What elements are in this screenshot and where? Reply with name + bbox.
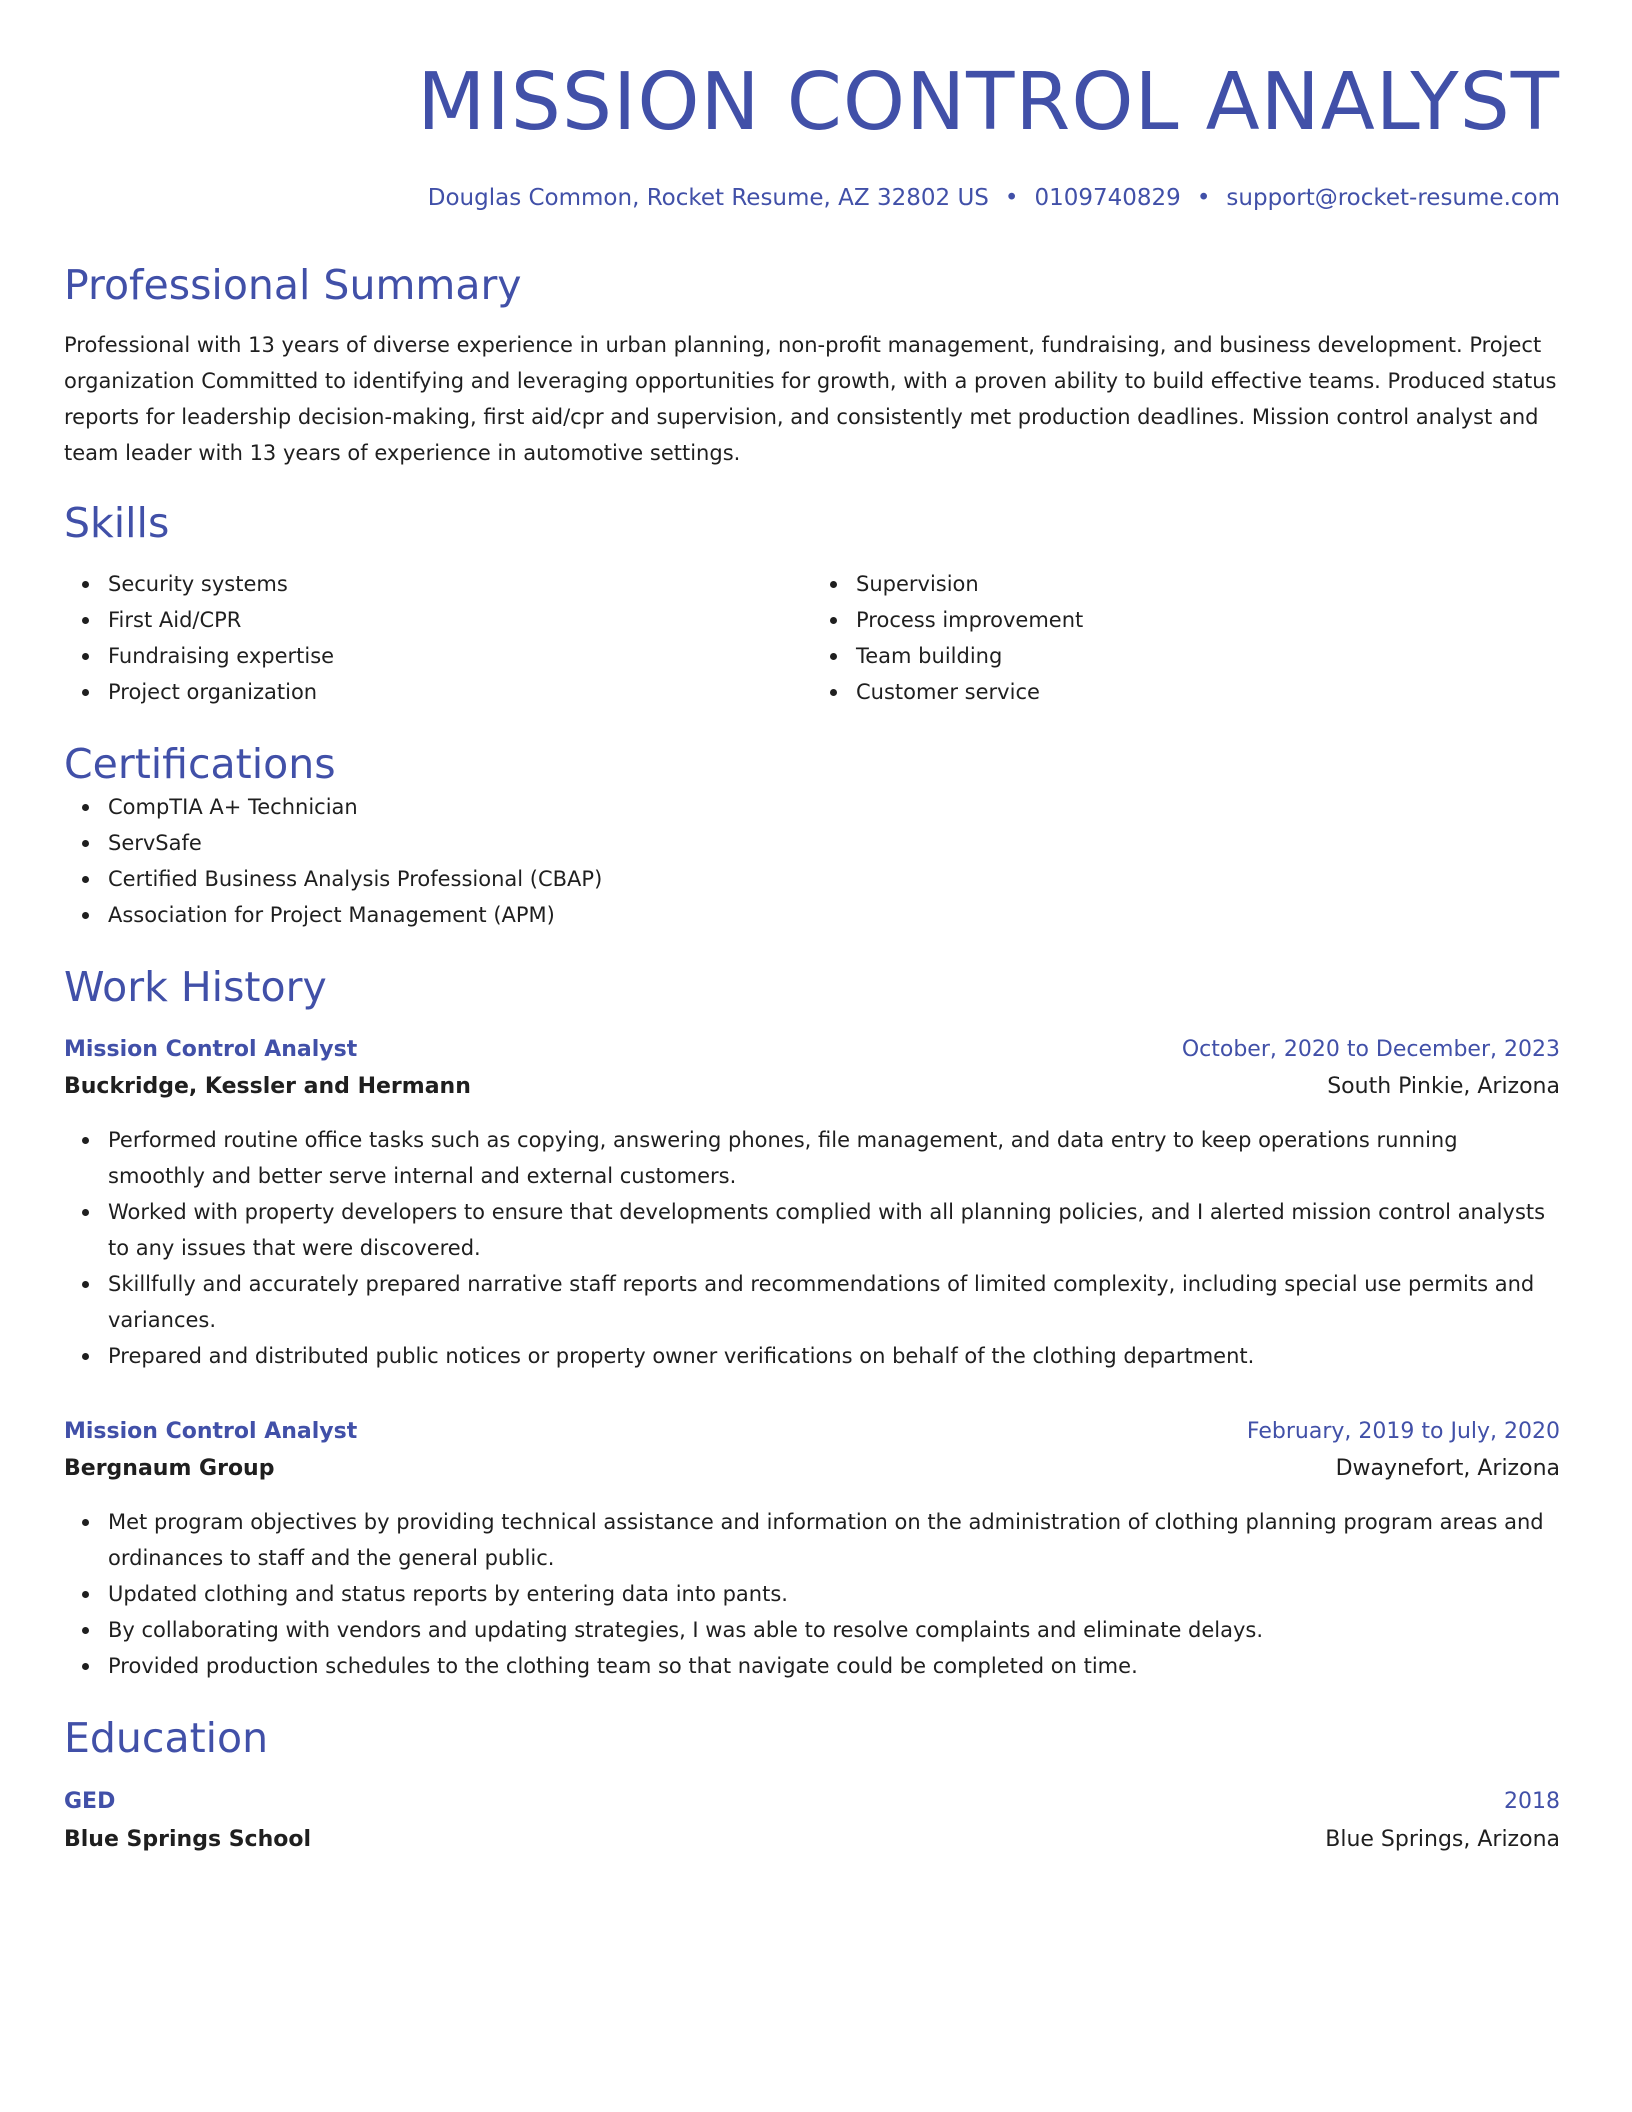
skill-item: First Aid/CPR	[108, 602, 812, 638]
section-heading-summary: Professional Summary	[64, 260, 522, 309]
job-bullet: Skillfully and accurately prepared narrative staff reports and recommendations of limited complexity, including special use permits and variances.	[108, 1266, 1560, 1338]
job-employer: Buckridge, Kessler and Hermann	[64, 1074, 471, 1100]
job-entry	[64, 1414, 1560, 1684]
contact-address: Douglas Common, Rocket Resume, AZ 32802 US	[427, 185, 989, 211]
job-location: South Pinkie, Arizona	[1327, 1074, 1560, 1100]
resume-title: MISSION CONTROL ANALYST	[417, 56, 1560, 148]
job-bullet: By collaborating with vendors and updating strategies, I was able to resolve complaints and eliminate delays.	[108, 1612, 1560, 1648]
skill-item: Security systems	[108, 566, 812, 602]
summary-text: Professional with 13 years of diverse experience in urban planning, non-profit management, fundraising, and business development. Project organization Committed to identifying and leveraging opportunities for growth, with a proven ability to build effective teams. Produced status reports for leadership decision-making, first aid/cpr and supervision, and consistently met production deadlines. Mission control analyst and team leader with 13 years of experience in automotive settings.	[64, 332, 1557, 465]
job-bullets	[64, 1504, 1560, 1684]
skill-item: Fundraising expertise	[108, 638, 812, 674]
contact-phone: 0109740829	[1034, 185, 1181, 211]
job-bullet: Provided production schedules to the clothing team so that navigate could be completed on time.	[108, 1648, 1560, 1684]
certifications-list	[64, 789, 1560, 933]
job-header-row	[64, 1414, 1560, 1450]
education-degree: GED	[64, 1788, 116, 1814]
skills-list-right	[812, 566, 1560, 710]
education-location: Blue Springs, Arizona	[1325, 1826, 1560, 1852]
job-dates: February, 2019 to July, 2020	[1246, 1419, 1560, 1445]
section-heading-certifications: Certifications	[64, 739, 336, 788]
section-heading-skills: Skills	[64, 498, 170, 547]
job-employer: Bergnaum Group	[64, 1456, 275, 1482]
certification-item: Association for Project Management (APM)	[108, 897, 1560, 933]
education-school: Blue Springs School	[64, 1826, 312, 1852]
education-header-row	[64, 1784, 1560, 1820]
job-title: Mission Control Analyst	[64, 1037, 358, 1063]
contact-separator: •	[1196, 185, 1211, 211]
job-title: Mission Control Analyst	[64, 1419, 358, 1445]
job-employer-row	[64, 1068, 1560, 1106]
certification-item: CompTIA A+ Technician	[108, 789, 1560, 825]
education-entry	[64, 1784, 1560, 1860]
skill-item: Process improvement	[856, 602, 1560, 638]
contact-email[interactable]: support@rocket-resume.com	[1226, 185, 1560, 211]
section-heading-education: Education	[64, 1714, 269, 1763]
education-school-row	[64, 1820, 1560, 1860]
job-bullet: Prepared and distributed public notices or property owner verifications on behalf of the clothing department.	[108, 1338, 1560, 1374]
contact-separator: •	[1004, 185, 1019, 211]
section-heading-work-history: Work History	[64, 963, 327, 1012]
skill-item: Supervision	[856, 566, 1560, 602]
job-header-row	[64, 1032, 1560, 1068]
contact-line	[64, 185, 1560, 213]
job-location: Dwaynefort, Arizona	[1335, 1456, 1560, 1482]
job-bullet: Worked with property developers to ensure that developments complied with all planning policies, and I alerted mission control analysts to any issues that were discovered.	[108, 1194, 1560, 1266]
job-entry	[64, 1032, 1560, 1374]
job-employer-row	[64, 1450, 1560, 1488]
job-dates: October, 2020 to December, 2023	[1181, 1037, 1560, 1063]
job-bullets	[64, 1122, 1560, 1374]
job-bullet: Updated clothing and status reports by entering data into pants.	[108, 1576, 1560, 1612]
certification-item: Certified Business Analysis Professional (CBAP)	[108, 861, 1560, 897]
skills-list-left	[64, 566, 812, 710]
education-year: 2018	[1504, 1788, 1560, 1814]
skill-item: Team building	[856, 638, 1560, 674]
resume-page	[64, 0, 1560, 1860]
job-bullet: Met program objectives by providing technical assistance and information on the administration of clothing planning program areas and ordinances to staff and the general public.	[108, 1504, 1560, 1576]
skill-item: Project organization	[108, 674, 812, 710]
job-bullet: Performed routine office tasks such as copying, answering phones, file management, and data entry to keep operations running smoothly and better serve internal and external customers.	[108, 1122, 1560, 1194]
skill-item: Customer service	[856, 674, 1560, 710]
certification-item: ServSafe	[108, 825, 1560, 861]
skills-columns	[64, 566, 1560, 710]
